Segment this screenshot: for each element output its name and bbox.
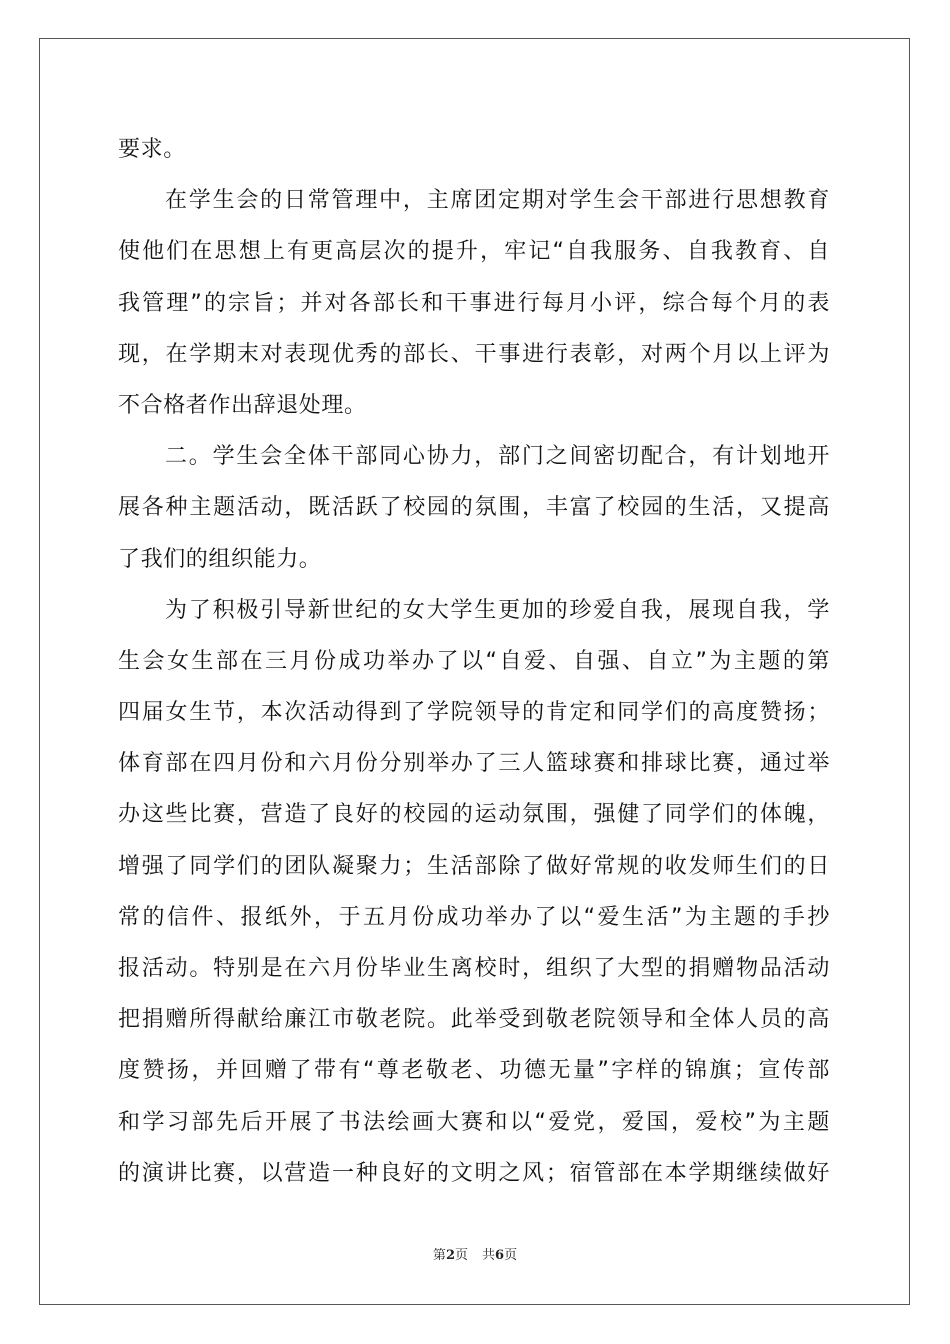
text-line: 增强了同学们的团队凝聚力；生活部除了做好常规的收发师生们的日: [118, 853, 830, 879]
page-suffix: 页: [454, 1248, 468, 1263]
page-number: 2: [445, 1248, 455, 1263]
text-line: 展各种主题活动，既活跃了校园的氛围，丰富了校园的生活，又提高: [118, 495, 830, 521]
text-line: 和学习部先后开展了书法绘画大赛和以“爱党，爱国，爱校”为主题: [118, 1109, 830, 1135]
text-line: 要求。: [118, 137, 186, 162]
total-pages: 6: [495, 1248, 505, 1263]
text-line: 使他们在思想上有更高层次的提升，牢记“自我服务、自我教育、自: [118, 239, 830, 265]
page-footer: [0, 1244, 950, 1263]
text-line: 为了积极引导新世纪的女大学生更加的珍爱自我，展现自我，学: [165, 597, 830, 623]
text-line: 在学生会的日常管理中，主席团定期对学生会干部进行思想教育: [165, 188, 830, 214]
text-line: 体育部在四月份和六月份分别举办了三人篮球赛和排球比赛，通过举: [118, 751, 830, 777]
text-line: 常的信件、报纸外，于五月份成功举办了以“爱生活”为主题的手抄: [118, 904, 830, 930]
text-line: 现，在学期末对表现优秀的部长、干事进行表彰，对两个月以上评为: [118, 341, 830, 367]
page-prefix: 第: [432, 1248, 446, 1263]
text-line: 报活动。特别是在六月份毕业生离校时，组织了大型的捐赠物品活动: [118, 956, 830, 981]
text-line: 生会女生部在三月份成功举办了以“自爱、自强、自立”为主题的第: [118, 648, 830, 674]
text-line: 的演讲比赛，以营造一种良好的文明之风；宿管部在本学期继续做好: [118, 1160, 830, 1186]
total-prefix: 共: [482, 1248, 496, 1263]
text-line: 了我们的组织能力。: [118, 546, 322, 572]
document-body: [118, 124, 830, 1199]
text-line: 度赞扬，并回赠了带有“尊老敬老、功德无量”字样的锦旗；宣传部: [118, 1058, 830, 1084]
text-line: 把捐赠所得献给廉江市敬老院。此举受到敬老院领导和全体人员的高: [118, 1007, 830, 1033]
text-line: 二。学生会全体干部同心协力，部门之间密切配合，有计划地开: [165, 444, 830, 470]
text-line: 我管理”的宗旨；并对各部长和干事进行每月小评，综合每个月的表: [118, 290, 830, 316]
text-line: 四届女生节，本次活动得到了学院领导的肯定和同学们的高度赞扬；: [118, 700, 830, 726]
total-suffix: 页: [504, 1248, 518, 1263]
text-line: 办这些比赛，营造了良好的校园的运动氛围，强健了同学们的体魄，: [118, 802, 830, 828]
text-line: 不合格者作出辞退处理。: [118, 392, 367, 418]
